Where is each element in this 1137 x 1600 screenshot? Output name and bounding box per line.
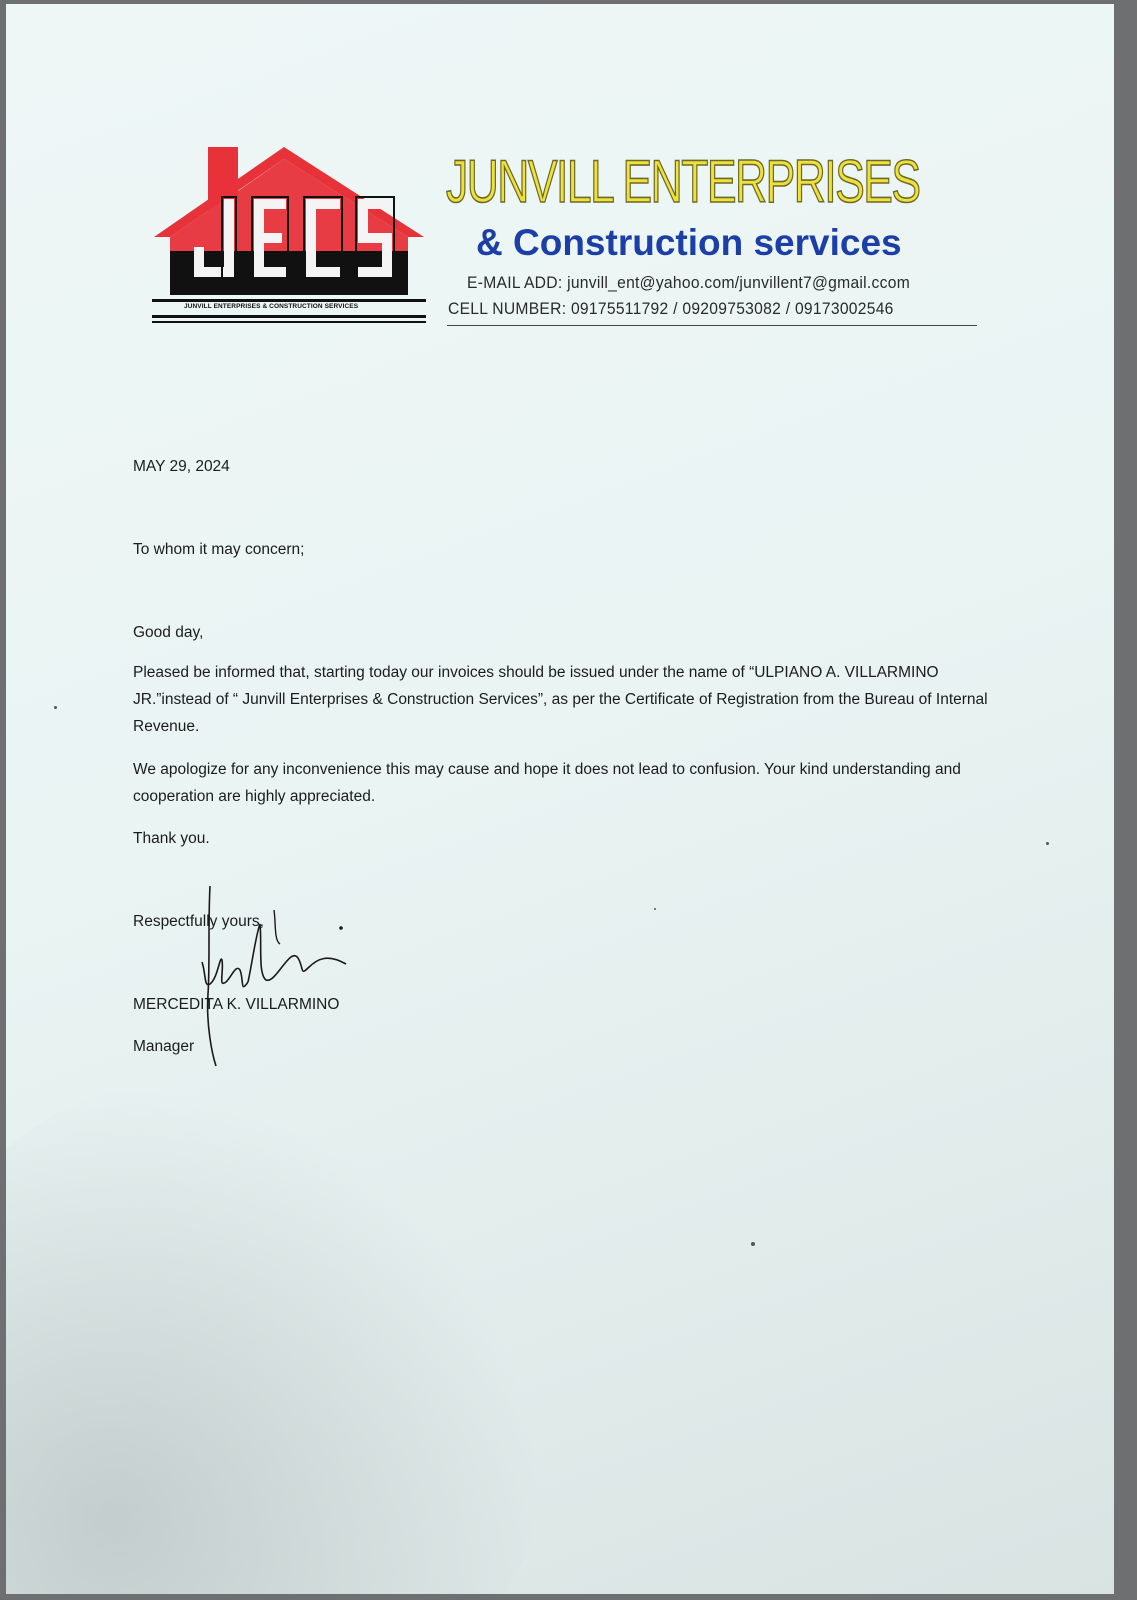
signatory-name: MERCEDITA K. VILLARMINO — [133, 996, 340, 1013]
company-name: JUNVILL ENTERPRISES — [446, 148, 920, 215]
paragraph-invoice-notice: Pleased be informed that, starting today our invoices should be issued under the name of “ULPIANO A. VILLARMINO JR.”instead of “ Junvill Enterprises & Construction Services”, as per the Certificate of Registration from the Bureau of Internal Revenue. — [133, 664, 988, 735]
letter-page — [6, 4, 1114, 1594]
header-divider — [447, 325, 977, 326]
email-line: E-MAIL ADD: junvill_ent@yahoo.com/junvillent7@gmail.ccom — [467, 273, 911, 292]
cell-number-line: CELL NUMBER: 09175511792 / 09209753082 / 09173002546 — [448, 299, 894, 318]
paper-speck — [54, 706, 57, 709]
paper-speck — [1046, 842, 1049, 845]
company-logo — [146, 139, 436, 329]
signatory-title: Manager — [133, 1038, 195, 1055]
paragraph-apology: We apologize for any inconvenience this may cause and hope it does not lead to confusion. Your kind understanding and cooperation are highly appreciated. — [133, 761, 961, 805]
logo-caption: JUNVILL ENTERPRISES & CONSTRUCTION SERVICES — [184, 303, 359, 310]
letter-date: MAY 29, 2024 — [133, 458, 230, 475]
thank-you: Thank you. — [133, 830, 210, 847]
house-logo-icon — [146, 139, 436, 329]
greeting: Good day, — [133, 624, 204, 641]
handwritten-signature — [196, 884, 366, 1069]
page-shadow — [6, 1084, 546, 1594]
salutation: To whom it may concern; — [133, 541, 305, 558]
closing: Respectfully yours, — [133, 913, 264, 930]
paper-speck — [654, 908, 656, 910]
company-subtitle: & Construction services — [476, 222, 902, 263]
paper-speck — [751, 1242, 755, 1246]
